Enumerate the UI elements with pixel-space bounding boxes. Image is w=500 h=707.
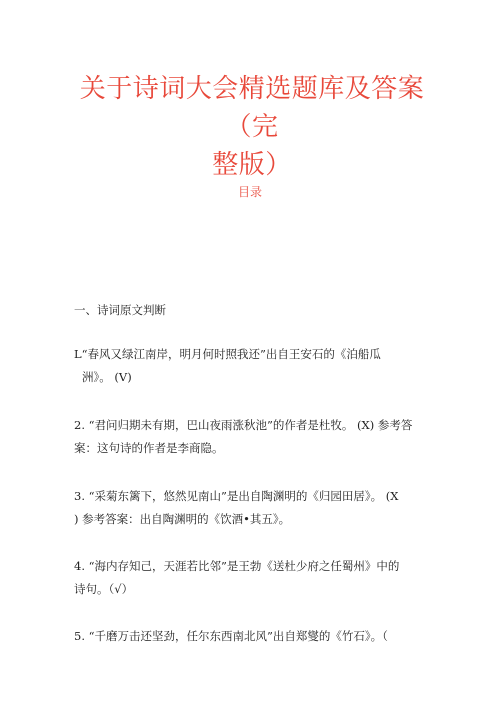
question-line: 2. “君问归期未有期，巴山夜雨涨秋池”的作者是杜牧。 (X) 参考答 bbox=[74, 418, 413, 432]
document-title bbox=[64, 70, 440, 184]
question-line: 案：这句诗的作者是李商隐。 bbox=[74, 441, 224, 455]
document-title-line-1: 关于诗词大会精选题库及答案（完 bbox=[79, 74, 425, 142]
section-heading: 一、诗词原文判断 bbox=[74, 303, 166, 317]
question-line: 3. “采菊东篱下，悠然见南山”是出自陶渊明的《归园田居》。 (X bbox=[74, 489, 399, 503]
question-line: ) 参考答案：出自陶渊明的《饮酒•其五》。 bbox=[74, 512, 291, 526]
question-item bbox=[74, 555, 434, 601]
question-line: 洲》。 (V) bbox=[82, 370, 132, 384]
question-item bbox=[74, 343, 434, 389]
document-title-line-2: 整版） bbox=[212, 150, 292, 180]
question-line: 5. “千磨万击还坚劲，任尔东西南北风”出自郑燮的《竹石》。（ bbox=[74, 629, 388, 643]
question-line: 诗句。（√） bbox=[74, 582, 134, 596]
question-item bbox=[74, 485, 434, 531]
table-of-contents-label: 目录 bbox=[237, 185, 262, 199]
question-line: 4. “海内存知己，天涯若比邻”是王勃《送杜少府之任蜀州》中的 bbox=[74, 559, 400, 573]
question-line: L“春风又绿江南岸，明月何时照我还”出自王安石的《泊船瓜 bbox=[74, 347, 381, 361]
question-item bbox=[74, 414, 434, 460]
question-item bbox=[74, 625, 434, 648]
